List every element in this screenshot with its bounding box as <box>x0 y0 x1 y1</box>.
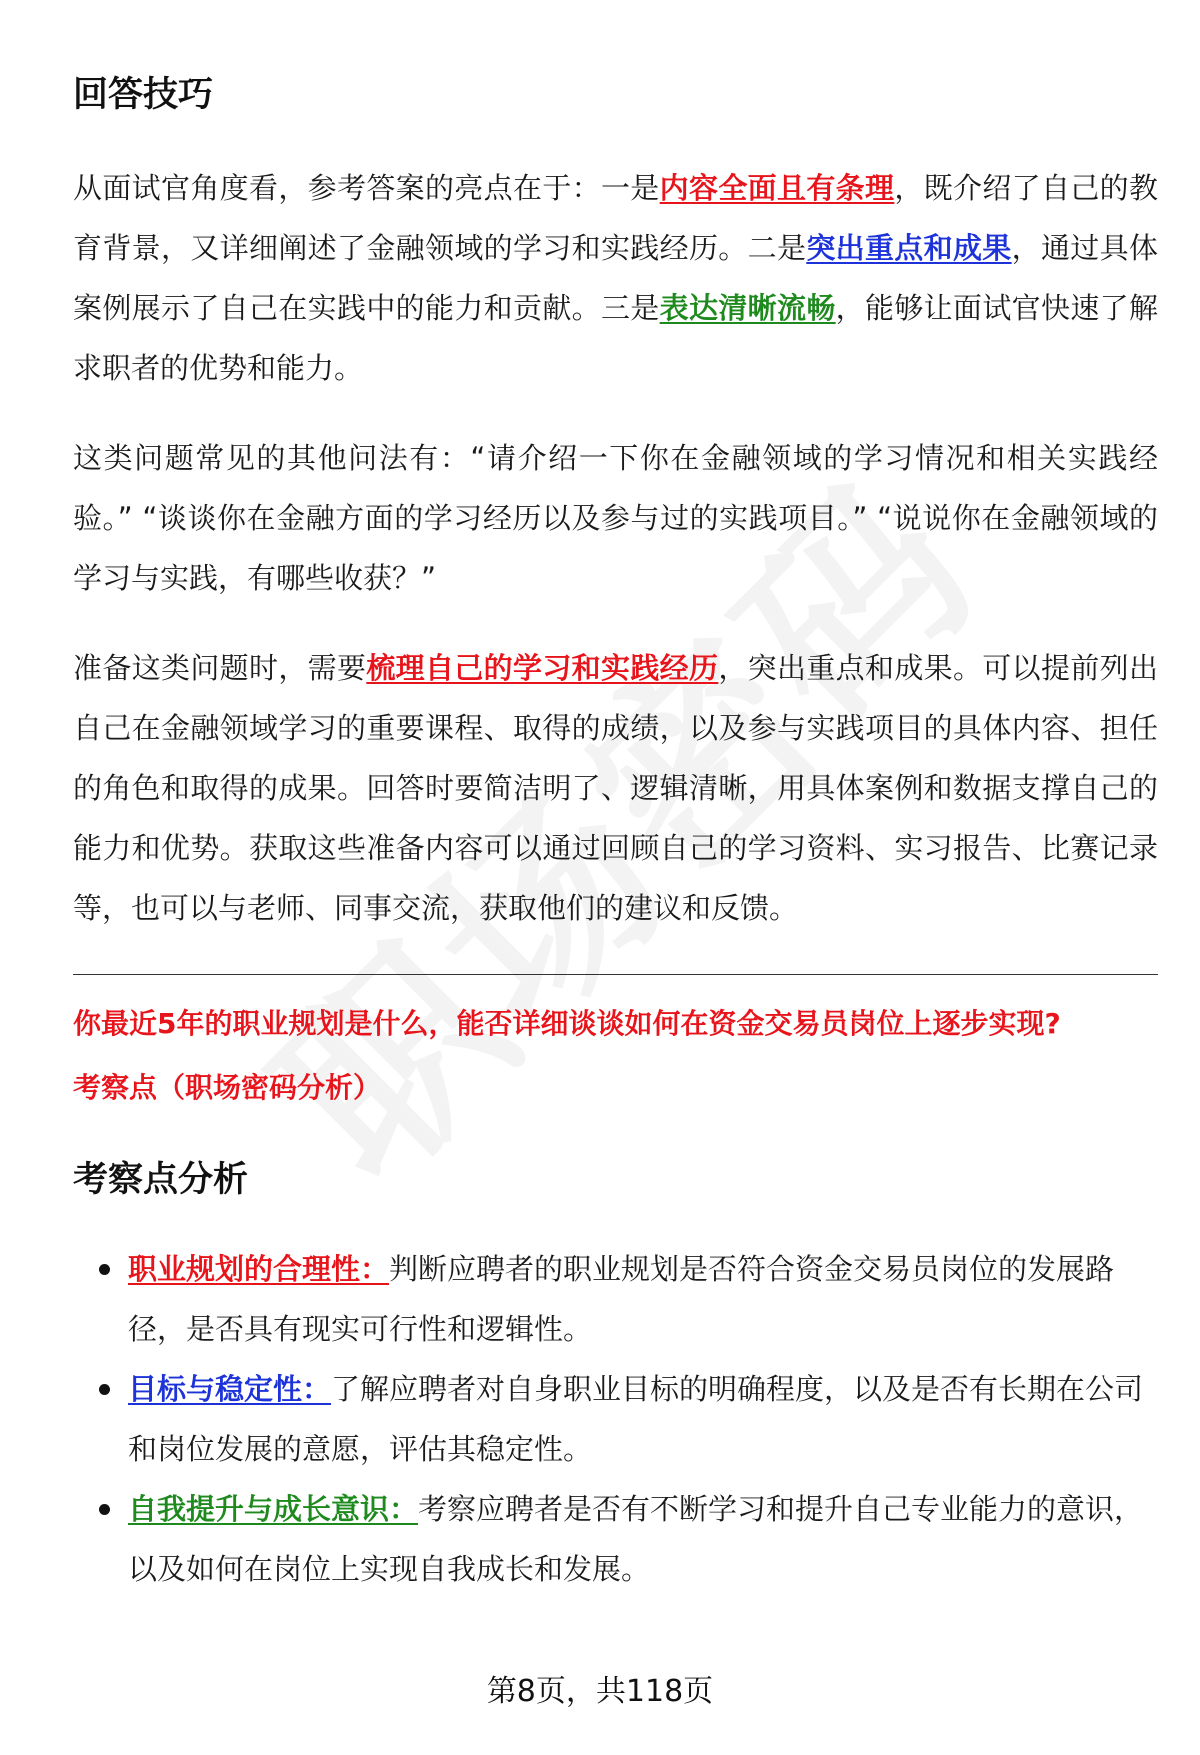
highlight-review-experience: 梳理自己的学习和实践经历 <box>366 651 719 685</box>
list-item <box>73 1239 1158 1359</box>
analysis-subtitle: 考察点（职场密码分析） <box>73 1071 382 1104</box>
text-run: 从面试官角度看，参考答案的亮点在于：一是 <box>73 171 660 205</box>
section-heading-analysis: 考察点分析 <box>73 1160 249 1200</box>
list-item <box>73 1359 1158 1479</box>
highlight-focus-results: 突出重点和成果 <box>806 231 1012 265</box>
highlight-clear-expression: 表达清晰流畅 <box>659 291 836 325</box>
paragraph-preparation <box>73 638 1158 938</box>
paragraph-alternative-questions: 这类问题常见的其他问法有：“请介绍一下你在金融领域的学习情况和相关实践经验。” “谈谈你在金融方面的学习经历以及参与过的实践项目。” “说说你在金融领域的学习与实践，有哪些收获？” <box>73 441 1158 595</box>
divider <box>73 974 1158 975</box>
page-content <box>73 64 1158 1599</box>
list-item-label: 目标与稳定性： <box>128 1372 332 1406</box>
list-item <box>73 1479 1158 1599</box>
text-run: ，突出重点和成果。可以提前列出自己在金融领域学习的重要课程、取得的成绩，以及参与实践项目的具体内容、担任的角色和取得的成果。回答时要简洁明了、逻辑清晰，用具体案例和数据支撑自己的能力和优势。获取这些准备内容可以通过回顾自己的学习资料、实习报告、比赛记录等，也可以与老师、同事交流，获取他们的建议和反馈。 <box>73 651 1158 925</box>
text-run: ，能够让面试官快速了解求职者的优势和能力。 <box>73 291 1158 385</box>
list-item-text: 了解应聘者对自身职业目标的明确程度，以及是否有长期在公司和岗位发展的意愿，评估其稳定性。 <box>128 1372 1144 1466</box>
analysis-list <box>73 1239 1158 1599</box>
section-heading-answer-tips: 回答技巧 <box>73 75 214 115</box>
paragraph-highlights <box>73 158 1158 398</box>
list-item-text: 考察应聘者是否有不断学习和提升自己专业能力的意识，以及如何在岗位上实现自我成长和发展。 <box>128 1492 1144 1586</box>
list-item-text: 判断应聘者的职业规划是否符合资金交易员岗位的发展路径，是否具有现实可行性和逻辑性。 <box>128 1252 1115 1346</box>
interview-question: 你最近5年的职业规划是什么，能否详细谈谈如何在资金交易员岗位上逐步实现? <box>73 1007 1061 1040</box>
list-item-label: 自我提升与成长意识： <box>128 1492 419 1526</box>
text-run: ，既介绍了自己的教育背景，又详细阐述了金融领域的学习和实践经历。二是 <box>73 171 1158 265</box>
list-item-label: 职业规划的合理性： <box>128 1252 390 1286</box>
text-run: 准备这类问题时，需要 <box>73 651 367 685</box>
highlight-comprehensive: 内容全面且有条理 <box>659 171 895 205</box>
page-number: 第8页，共118页 <box>486 1674 714 1709</box>
text-run: ，通过具体案例展示了自己在实践中的能力和贡献。三是 <box>73 231 1158 325</box>
